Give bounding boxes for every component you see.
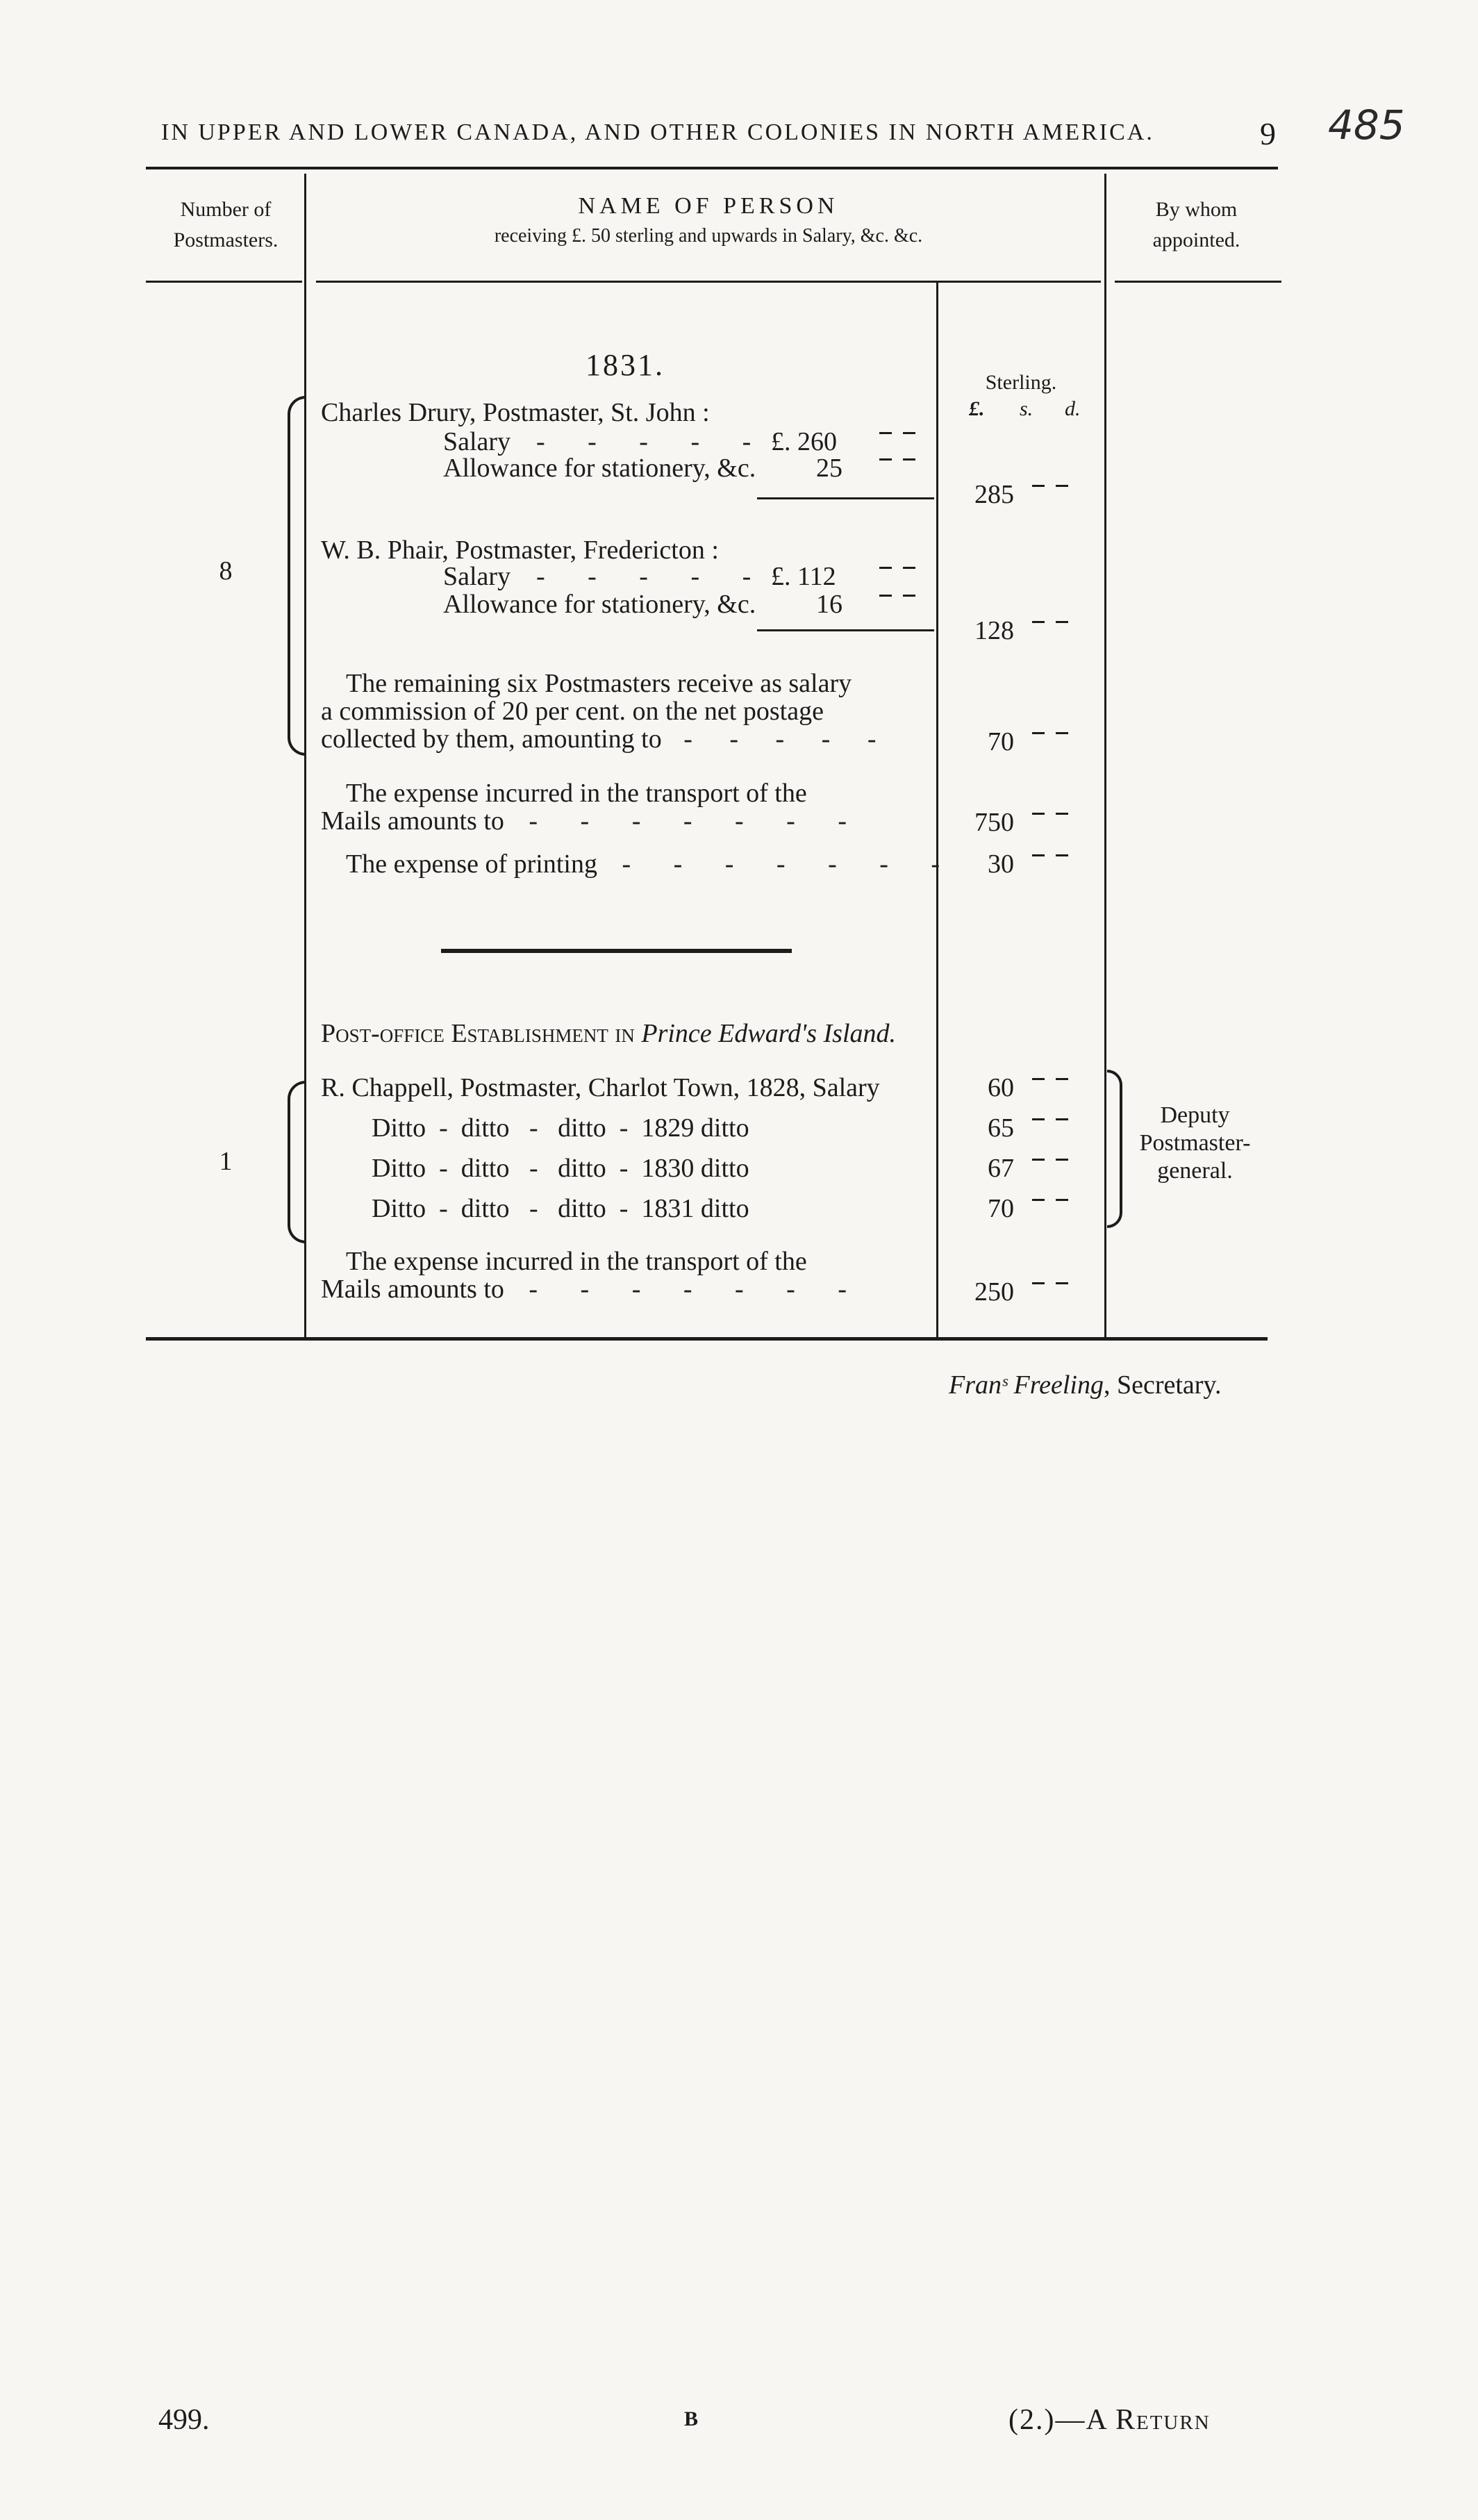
drury-sum-rule — [757, 497, 934, 499]
pei-heading — [321, 1018, 896, 1049]
heading-rule-right — [1115, 281, 1281, 283]
pei-row-2-amount: 65 — [988, 1113, 1014, 1143]
phair-salary-value: £. 112 — [771, 562, 836, 591]
phair-sum-rule — [757, 629, 934, 631]
pei-row-4-dashes — [1021, 1193, 1068, 1206]
header-rule — [146, 167, 1278, 169]
group1-count: 8 — [219, 556, 233, 586]
phair-allowance-label: Allowance for stationery, &c. — [443, 590, 756, 619]
printing-label-text: The expense of printing — [346, 849, 597, 879]
phair-salary-dashes — [868, 561, 915, 574]
page-number: 9 — [1260, 116, 1276, 151]
handwritten-folio: 485 — [1328, 101, 1405, 149]
col-name-heading — [309, 193, 1108, 247]
pei-row-3-dashes — [1021, 1153, 1068, 1166]
unit-pounds: £. — [969, 397, 985, 420]
phair-salary-label: Salary — [443, 562, 511, 591]
drury-salary-dashes — [868, 426, 915, 439]
phair-name: W. B. Phair, Postmaster, Fredericton : — [321, 536, 719, 565]
col-name-subtitle: receiving £. 50 sterling and upwards in Salary, &c. &c. — [494, 225, 923, 247]
printing-label — [346, 849, 958, 879]
pei-heading-place: Prince Edward's Island. — [641, 1019, 897, 1048]
pei-row-3: Ditto - ditto - ditto - 1830 ditto — [372, 1154, 749, 1183]
pei-transport-total: 250 — [974, 1277, 1014, 1307]
pei-transport-text — [321, 1247, 925, 1303]
pei-row-1-amount: 60 — [988, 1073, 1014, 1102]
heading-rule-middle — [316, 281, 1101, 283]
signature-name: Franˢ Freeling — [949, 1370, 1104, 1400]
remaining-line2: a commission of 20 per cent. on the net postage — [321, 697, 824, 726]
pei-row-1-dashes — [1021, 1072, 1068, 1085]
phair-allowance-dashes — [868, 589, 915, 602]
remaining-text — [321, 670, 925, 753]
footer-catchword: (2.)—A Return — [1008, 2404, 1211, 2436]
appointed-by — [1124, 1102, 1266, 1185]
section-separator — [441, 949, 792, 953]
transport-leaders: - - - - - - - — [504, 806, 865, 836]
pei-transport-leaders: - - - - - - - — [504, 1275, 865, 1304]
footer-number: 499. — [158, 2404, 210, 2436]
appointed-by-line3: general. — [1157, 1158, 1233, 1184]
col-appointed-heading — [1115, 194, 1278, 256]
group2-count: 1 — [219, 1147, 233, 1176]
col-number-heading-line2: Postmasters. — [173, 229, 279, 251]
col-number-heading-line1: Number of — [180, 198, 272, 221]
phair-allowance-value: 16 — [816, 590, 842, 619]
drury-salary-leaders: - - - - - — [536, 427, 770, 456]
pei-transport-line1: The expense incurred in the transport of the — [346, 1247, 807, 1276]
pei-row-3-amount: 67 — [988, 1154, 1014, 1183]
remaining-total: 70 — [988, 727, 1014, 756]
printing-leaders: - - - - - - - — [597, 849, 958, 879]
drury-salary-value: £. 260 — [771, 427, 837, 456]
phair-total-dashes — [1021, 615, 1068, 628]
pei-transport-total-dashes — [1021, 1277, 1068, 1289]
column-rule-3 — [1104, 174, 1106, 1338]
col-number-heading — [146, 194, 306, 256]
drury-allowance-dashes — [868, 453, 915, 465]
pei-heading-text: Post-office Establishment in — [321, 1019, 642, 1048]
running-title: IN UPPER AND LOWER CANADA, AND OTHER COLONIES IN NORTH AMERICA. — [161, 119, 1154, 145]
sterling-label: Sterling. — [985, 371, 1057, 394]
remaining-total-dashes — [1021, 727, 1068, 739]
drury-total: 285 — [974, 480, 1014, 509]
col-name-title: NAME OF PERSON — [578, 193, 839, 219]
appointed-by-line2: Postmaster- — [1139, 1130, 1251, 1156]
signature-title: , Secretary. — [1103, 1370, 1222, 1400]
drury-total-dashes — [1021, 479, 1068, 492]
col-appointed-heading-line1: By whom — [1155, 198, 1238, 221]
transport-line1: The expense incurred in the transport of the — [346, 779, 807, 808]
printing-total: 30 — [988, 849, 1014, 879]
unit-shillings: s. — [1020, 397, 1033, 420]
appointed-by-line1: Deputy — [1160, 1102, 1230, 1128]
phair-salary-leaders: - - - - - — [536, 562, 770, 591]
drury-salary-label: Salary — [443, 427, 511, 456]
signature — [949, 1370, 1221, 1400]
pei-row-1: R. Chappell, Postmaster, Charlot Town, 1828, Salary — [321, 1073, 880, 1102]
drury-allowance-value: 25 — [816, 454, 842, 483]
pei-transport-line2: Mails amounts to — [321, 1275, 504, 1304]
table-bottom-rule — [146, 1337, 1268, 1341]
transport-text — [321, 779, 925, 835]
remaining-line3: collected by them, amounting to — [321, 724, 662, 754]
drury-allowance-label: Allowance for stationery, &c. — [443, 454, 756, 483]
pei-row-2-dashes — [1021, 1113, 1068, 1125]
appointed-bracket — [1107, 1070, 1122, 1228]
transport-line2: Mails amounts to — [321, 806, 504, 836]
pei-row-2: Ditto - ditto - ditto - 1829 ditto — [372, 1113, 749, 1143]
drury-name: Charles Drury, Postmaster, St. John : — [321, 398, 710, 427]
unit-pence: d. — [1065, 397, 1081, 420]
remaining-leaders: - - - - - — [661, 724, 892, 754]
remaining-line1: The remaining six Postmasters receive as salary — [346, 669, 852, 698]
transport-total-dashes — [1021, 807, 1068, 820]
printing-total-dashes — [1021, 849, 1068, 861]
year-heading: 1831. — [586, 348, 665, 382]
heading-rule-left — [146, 281, 302, 283]
pei-row-4-amount: 70 — [988, 1194, 1014, 1223]
pei-row-4: Ditto - ditto - ditto - 1831 ditto — [372, 1194, 749, 1223]
phair-total: 128 — [974, 616, 1014, 645]
col-appointed-heading-line2: appointed. — [1152, 229, 1240, 251]
transport-total: 750 — [974, 808, 1014, 837]
footer-signature-mark: B — [684, 2407, 699, 2430]
